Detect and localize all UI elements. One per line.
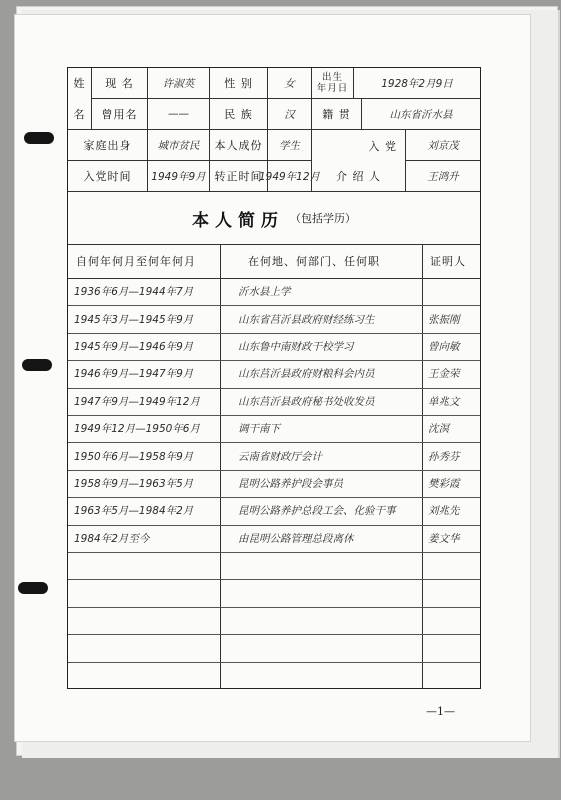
value-birth-date: 1928年2月9日 — [354, 68, 480, 99]
label-ethnicity: 民 族 — [210, 99, 268, 130]
label-introducer-text: 介 绍 人 — [336, 169, 381, 183]
resume-row — [68, 552, 480, 580]
label-family-origin: 家庭出身 — [68, 130, 148, 161]
label-native-place: 籍 贯 — [312, 99, 362, 130]
col-header-period: 自何年何月至何年何月 — [76, 255, 196, 268]
binder-hole-1 — [24, 132, 54, 144]
value-introducer-2: 王鸿升 — [406, 161, 480, 192]
resume-row — [68, 607, 480, 635]
row-period — [74, 607, 218, 634]
resume-row — [68, 497, 480, 525]
row-position: 云南省财政厅会计 — [238, 450, 322, 463]
row-witness — [428, 634, 478, 661]
label-join-date: 入党时间 — [68, 161, 148, 192]
row-position — [238, 662, 420, 689]
row-witness — [428, 278, 478, 305]
binder-hole-2 — [22, 359, 52, 371]
col-header-position: 在何地、何部门、任何职 — [248, 255, 380, 268]
row-witness: 樊彩霞 — [428, 477, 460, 490]
row-position: 山东鲁中南财政干校学习 — [238, 340, 354, 353]
row-period: 1963年5月—1984年2月 — [74, 505, 194, 518]
row-period: 1958年9月—1963年5月 — [74, 477, 194, 490]
row-period — [74, 662, 218, 689]
row-witness: 单兆文 — [428, 395, 460, 408]
binder-hole-3 — [18, 582, 48, 594]
label-current-name: 现 名 — [92, 68, 148, 99]
row-period: 1947年9月—1949年12月 — [74, 395, 200, 408]
row-period — [74, 552, 218, 579]
row-position: 昆明公路养护段会事员 — [238, 477, 343, 490]
resume-row — [68, 305, 480, 333]
label-birth-date — [312, 68, 354, 99]
row-period: 1945年3月—1945年9月 — [74, 313, 194, 326]
label-name-char-2: 名 — [73, 107, 86, 121]
resume-row — [68, 634, 480, 662]
cell-name-label-1 — [68, 68, 92, 130]
row-position — [238, 579, 420, 606]
row-position: 山东莒沂县政府秘书处收发员 — [238, 395, 375, 408]
row-position: 由昆明公路管理总段离休 — [238, 532, 354, 545]
resume-row — [68, 442, 480, 470]
resume-row — [68, 278, 480, 306]
row-position — [238, 607, 420, 634]
resume-row — [68, 333, 480, 361]
row-period: 1950年6月—1958年9月 — [74, 450, 194, 463]
resume-row — [68, 360, 480, 388]
row-witness: 姜文华 — [428, 532, 460, 545]
row-witness: 刘兆先 — [428, 505, 460, 518]
resume-row — [68, 525, 480, 553]
label-introducer — [312, 130, 406, 192]
value-ethnicity: 汉 — [268, 99, 312, 130]
row-position — [238, 634, 420, 661]
label-name-char-1: 姓 — [73, 77, 86, 91]
row-witness: 王金荣 — [428, 368, 460, 381]
resume-row — [68, 662, 480, 689]
resume-row — [68, 415, 480, 443]
value-gender: 女 — [268, 68, 312, 99]
resume-row — [68, 388, 480, 416]
row-witness: 沈溟 — [428, 423, 449, 436]
row-witness — [428, 552, 478, 579]
label-birth-line-1: 出生 — [321, 72, 343, 83]
resume-row — [68, 579, 480, 607]
label-former-name: 曾用名 — [92, 99, 148, 130]
row-period: 1984年2月至今 — [74, 532, 150, 545]
label-birth-line-2: 年月日 — [316, 83, 349, 94]
resume-form — [67, 67, 481, 689]
row-position: 沂水县上学 — [238, 286, 291, 299]
row-witness — [428, 662, 478, 689]
row-witness: 孙秀芬 — [428, 450, 460, 463]
value-personal-status: 学生 — [268, 130, 312, 161]
row-position: 山东莒沂县政府财粮科会内员 — [238, 368, 375, 381]
label-join-party-2: 入 党 — [368, 139, 397, 153]
row-witness: 曾向敏 — [428, 340, 460, 353]
section-title: 本人简历 — [192, 210, 284, 231]
row-witness — [428, 607, 478, 634]
value-current-name: 许淑英 — [148, 68, 210, 99]
row-period: 1936年6月—1944年7月 — [74, 286, 194, 299]
section-subtitle: （包括学历） — [290, 212, 356, 225]
row-period: 1949年12月—1950年6月 — [74, 423, 200, 436]
row-witness — [428, 579, 478, 606]
label-full-member-date: 转正时间 — [210, 161, 268, 192]
row-period — [74, 634, 218, 661]
value-join-date: 1949年9月 — [148, 161, 210, 192]
value-former-name: —— — [148, 99, 210, 130]
row-period: 1945年9月—1946年9月 — [74, 340, 194, 353]
section-title-row — [68, 192, 480, 245]
row-period — [74, 579, 218, 606]
column-header-row — [68, 244, 480, 279]
row-position: 调干南下 — [238, 423, 280, 436]
value-introducer-1: 刘京茂 — [406, 130, 480, 161]
resume-row — [68, 470, 480, 498]
col-header-witness: 证明人 — [430, 255, 466, 268]
value-full-member-date: 1949年12月 — [268, 161, 312, 192]
row-period: 1946年9月—1947年9月 — [74, 368, 194, 381]
row-position — [238, 552, 420, 579]
page-number: —1— — [426, 705, 455, 718]
value-family-origin: 城市贫民 — [148, 130, 210, 161]
value-native-place: 山东省沂水县 — [362, 99, 480, 130]
row-witness: 张振刚 — [428, 313, 460, 326]
label-gender: 性 别 — [210, 68, 268, 99]
row-position: 山东省莒沂县政府财经练习生 — [238, 313, 375, 326]
label-personal-status: 本人成份 — [210, 130, 268, 161]
row-position: 昆明公路养护总段工会、化验干事 — [238, 505, 396, 518]
